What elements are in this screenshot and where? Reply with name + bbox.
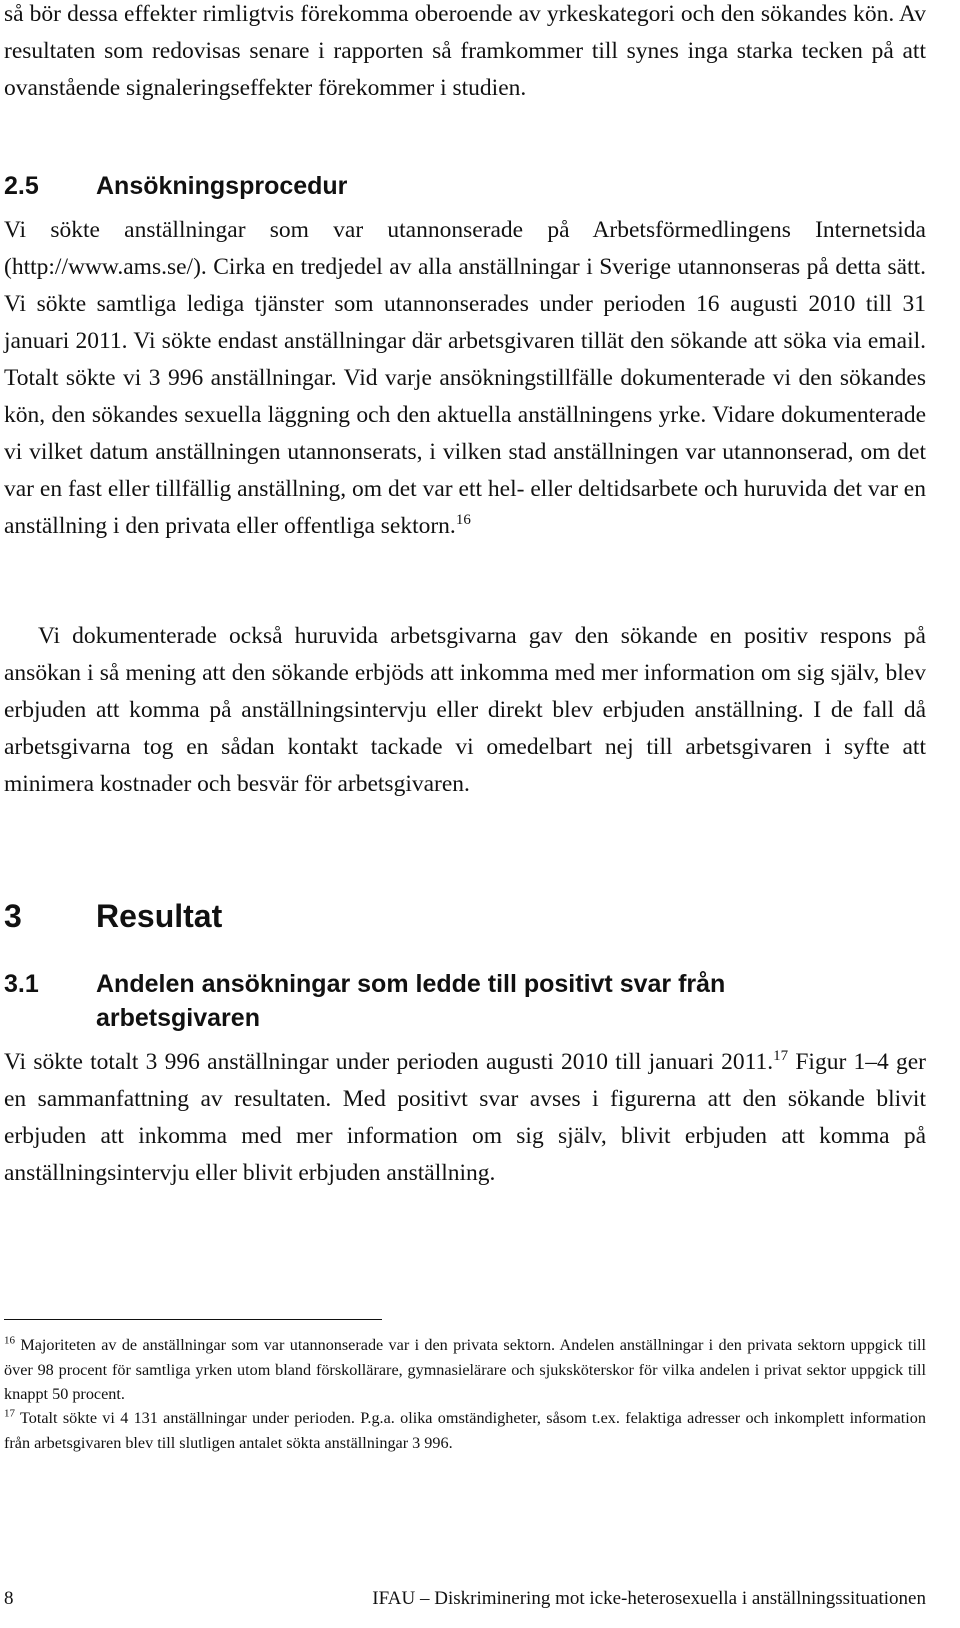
chapter-title: Resultat (96, 898, 223, 934)
section-title (96, 967, 856, 1035)
footnote-17 (4, 1406, 926, 1455)
footnote-ref-17[interactable]: 17 (773, 1048, 789, 1065)
footnote-number: 16 (4, 1334, 15, 1347)
section-title-line-2: arbetsgivaren (96, 1004, 260, 1032)
footnote-text: Totalt sökte vi 4 131 anställningar under perioden. P.g.a. olika omständigheter, såsom t.ex. felaktiga adresser och inkomplett information från arbetsgivaren blev till slutligen antalet sökta anställningar 3 996. (4, 1409, 926, 1452)
footer-report-title: Diskriminering mot icke-heterosexuella i anställningssituationen (434, 1588, 926, 1609)
footnote-text: Majoriteten av de anställningar som var utannonserade var i den privata sektorn. Andelen anställningar i den privata sektorn uppgick till över 98 procent för samtliga yrken utom bland förskollärare, gymnasielärare och sjuksköterskor för vilka andelen i privat sektor uppgick till knappt 50 procent. (4, 1336, 926, 1403)
section-3-1-heading (4, 967, 856, 1035)
footnote-16 (4, 1333, 926, 1407)
footnote-ref-16[interactable]: 16 (455, 512, 471, 529)
chapter-3-heading (4, 895, 222, 937)
footer-publisher: IFAU (372, 1588, 416, 1609)
paragraph-text: Vi dokumenterade också huruvida arbetsgivarna gav den sökande en positiv respons på ansökan i så mening att den sökande erbjöds att inkomma med mer information om sig själv, blev erbjuden att komma på anställningsintervju eller direkt blev erbjuden anställning. I de fall då arbetsgivarna tog en sådan kontakt tackade vi omedelbart nej till arbetsgivaren i syfte att minimera kostnader och besvär för arbetsgivaren. (4, 623, 926, 797)
section-2-5-paragraph-2 (4, 618, 926, 803)
footer-dash: – (419, 1588, 430, 1609)
document-page (4, 0, 926, 1628)
section-title-line-1: Andelen ansökningar som ledde till positivt svar från (96, 970, 726, 998)
paragraph-text: Figur 1–4 ger en sammanfattning av resultaten. Med positivt svar avses i figurerna att den sökande blivit erbjuden att inkomma med mer information om sig själv, blivit erbjuden att komma på anställningsintervju eller blivit erbjuden anställning. (4, 1049, 926, 1186)
top-paragraph: så bör dessa effekter rimligtvis förekomma oberoende av yrkeskategori och den sökandes kön. Av resultaten som redovisas senare i rapporten så framkommer till synes inga starka tecken på att ovanstående signaleringseffekter förekommer i studien. (4, 1, 926, 101)
chapter-number: 3 (4, 898, 22, 934)
section-2-5-paragraph-1 (4, 212, 926, 545)
section-number: 2.5 (4, 172, 39, 200)
footnote-divider (4, 1319, 382, 1320)
section-title: Ansökningsprocedur (96, 172, 348, 200)
section-2-5-heading (4, 169, 347, 203)
page-footer (4, 1588, 926, 1610)
page-number: 8 (4, 1588, 14, 1609)
paragraph-text: Vi sökte anställningar som var utannonserade på Arbetsförmedlingens Internetsida (http://www.ams.se/). Cirka en tredjedel av alla anställningar i Sverige utannonseras på detta sätt. Vi sökte samtliga lediga tjänster som utannonserades under perioden 16 augusti 2010 till 31 januari 2011. Vi sökte endast anställningar där arbetsgivaren tillät den sökande att söka via email. Totalt sökte vi 3 996 anställningar. Vid varje ansökningstillfälle dokumenterade vi den sökandes kön, den sökandes sexuella läggning och den aktuella anställningens yrke. Vidare dokumenterade vi vilket datum anställningen utannonserats, i vilken stad anställningen var utannonserad, om det var en fast eller tillfällig anställning, om det var ett hel- eller deltidsarbete och huruvida det var en anställning i den privata eller offentliga sektorn. (4, 217, 926, 539)
section-3-1-paragraph (4, 1044, 926, 1192)
paragraph-text: Vi sökte totalt 3 996 anställningar under perioden augusti 2010 till januari 2011. (4, 1049, 774, 1075)
footnote-number: 17 (4, 1407, 15, 1420)
section-number: 3.1 (4, 970, 39, 998)
footer-report-info (372, 1588, 926, 1610)
